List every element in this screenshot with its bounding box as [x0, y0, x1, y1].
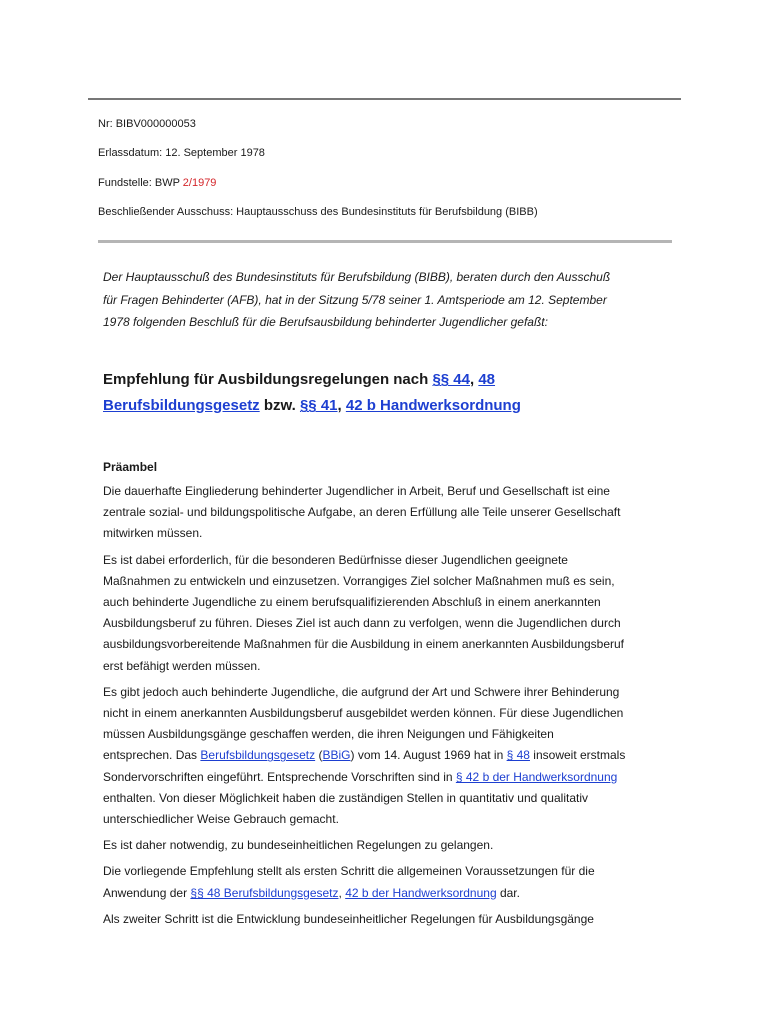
title-prefix: Empfehlung für Ausbildungsregelungen nach [103, 371, 433, 388]
section-heading-praeambel: Präambel [103, 460, 158, 474]
link-bbig[interactable]: BBiG [322, 748, 351, 763]
source-value: 2/1979 [182, 177, 217, 189]
text-line [103, 745, 683, 766]
paragraph-4 [103, 835, 683, 856]
link-berufsbildungsgesetz[interactable]: Berufsbildungsgesetz [103, 397, 260, 414]
text-line: auch behinderte Jugendliche zu einem berufsqualifizierenden Abschluß in einem anerkannten [103, 595, 601, 610]
link-42b-handwerksordnung[interactable]: 42 b Handwerksordnung [345, 397, 521, 414]
source-label: Fundstelle: BWP [98, 177, 183, 189]
intro-paragraph [103, 266, 673, 334]
intro-line: für Fragen Behinderter (AFB), hat in der Sitzung 5/78 seiner 1. Amtsperiode am 12. September [103, 292, 607, 307]
intro-line: 1978 folgenden Beschluß für die Berufsausbildung behinderter Jugendlicher gefaßt: [103, 315, 548, 329]
text-line: mitwirken müssen. [103, 526, 203, 541]
text-line: Als zweiter Schritt ist die Entwicklung bundeseinheitlicher Regelungen für Ausbildungsgänge [103, 911, 594, 926]
text-line: müssen Ausbildungsgänge geschaffen werden, die ihren Neigungen und Fähigkeiten [103, 727, 554, 742]
text-line: erst befähigt werden müssen. [103, 658, 261, 673]
paragraph-6 [103, 909, 683, 930]
text-line: Die dauerhafte Eingliederung behinderter Jugendlicher in Arbeit, Beruf und Gesellschaft ist eine [103, 484, 610, 498]
paragraph-2 [103, 550, 683, 677]
link-42b-der-handwerksordnung[interactable]: § 42 b der Handwerksordnung [455, 769, 618, 784]
text-line: Es gibt jedoch auch behinderte Jugendliche, die aufgrund der Art und Schwere ihrer Behinderung [103, 684, 620, 699]
text-line: nicht in einem anerkannten Ausbildungsberuf ausgebildet werden können. Für diese Jugendlichen [103, 706, 624, 721]
text-run: dar. [496, 885, 520, 900]
link-paragraph-44[interactable]: §§ 44 [432, 371, 470, 388]
link-42b-der-handwerksordnung-2[interactable]: 42 b der Handwerksordnung [345, 885, 497, 900]
text-line: ausbildungsvorbereitende Maßnahmen für die Ausbildung in einem anerkannten Ausbildungsberuf [103, 637, 625, 652]
link-paragraph-48[interactable]: 48 [478, 371, 496, 388]
text-line: Maßnahmen zu entwickeln und einzusetzen. Vorrangiges Ziel solcher Maßnahmen muß es sein, [103, 573, 615, 588]
text-run: , [338, 885, 346, 900]
resolving-committee: Beschließender Ausschuss: Hauptausschuss des Bundesinstituts für Berufsbildung (BIBB) [98, 206, 538, 218]
text-line: enthalten. Von dieser Möglichkeit haben die zuständigen Stellen in quantitativ und qualitativ [103, 790, 588, 805]
title-line-2 [103, 393, 683, 419]
document-number: Nr: BIBV000000053 [98, 118, 196, 130]
title-separator: , [337, 397, 346, 414]
paragraph-3 [103, 682, 683, 830]
praeambel-body [103, 481, 683, 935]
meta-divider [98, 240, 672, 243]
link-berufsbildungsgesetz-inline[interactable]: Berufsbildungsgesetz [200, 748, 316, 763]
enactment-date: Erlassdatum: 12. September 1978 [98, 147, 265, 159]
text-run: Anwendung der [103, 885, 191, 900]
top-divider [88, 98, 681, 100]
text-line: Es ist daher notwendig, zu bundeseinheitlichen Regelungen zu gelangen. [103, 838, 494, 853]
text-run: Sondervorschriften eingeführt. Entsprechende Vorschriften sind in [103, 769, 456, 784]
title-line-1 [103, 367, 683, 393]
text-line [103, 767, 683, 788]
title-mid: bzw. [259, 397, 300, 414]
text-line [103, 883, 683, 904]
text-run: ( [315, 748, 323, 763]
text-run: ) vom 14. August 1969 hat in [350, 748, 507, 763]
link-48-berufsbildungsgesetz[interactable]: §§ 48 Berufsbildungsgesetz [190, 885, 339, 900]
text-line: unterschiedlicher Weise Gebrauch gemacht. [103, 812, 339, 827]
title-separator: , [470, 371, 479, 388]
text-run: insoweit erstmals [529, 748, 626, 763]
text-run: entsprechen. Das [103, 748, 201, 763]
link-paragraph-48-inline[interactable]: § 48 [506, 748, 530, 763]
source-reference [98, 176, 216, 190]
intro-line: Der Hauptausschuß des Bundesinstituts für Berufsbildung (BIBB), beraten durch den Ausschuß [103, 270, 611, 284]
text-line: Die vorliegende Empfehlung stellt als ersten Schritt die allgemeinen Voraussetzungen für die [103, 864, 595, 879]
page-title [103, 367, 683, 419]
text-line: Ausbildungsberuf zu führen. Dieses Ziel ist auch dann zu verfolgen, wenn die Jugendlichen durch [103, 616, 621, 631]
text-line: Es ist dabei erforderlich, für die besonderen Bedürfnisse dieser Jugendlichen geeignete [103, 552, 568, 567]
text-line: zentrale sozial- und bildungspolitische Aufgabe, an deren Erfüllung alle Teile unserer Gesellschaft [103, 505, 621, 520]
paragraph-5 [103, 861, 683, 903]
link-paragraph-41[interactable]: §§ 41 [299, 397, 338, 414]
paragraph-1 [103, 481, 683, 545]
